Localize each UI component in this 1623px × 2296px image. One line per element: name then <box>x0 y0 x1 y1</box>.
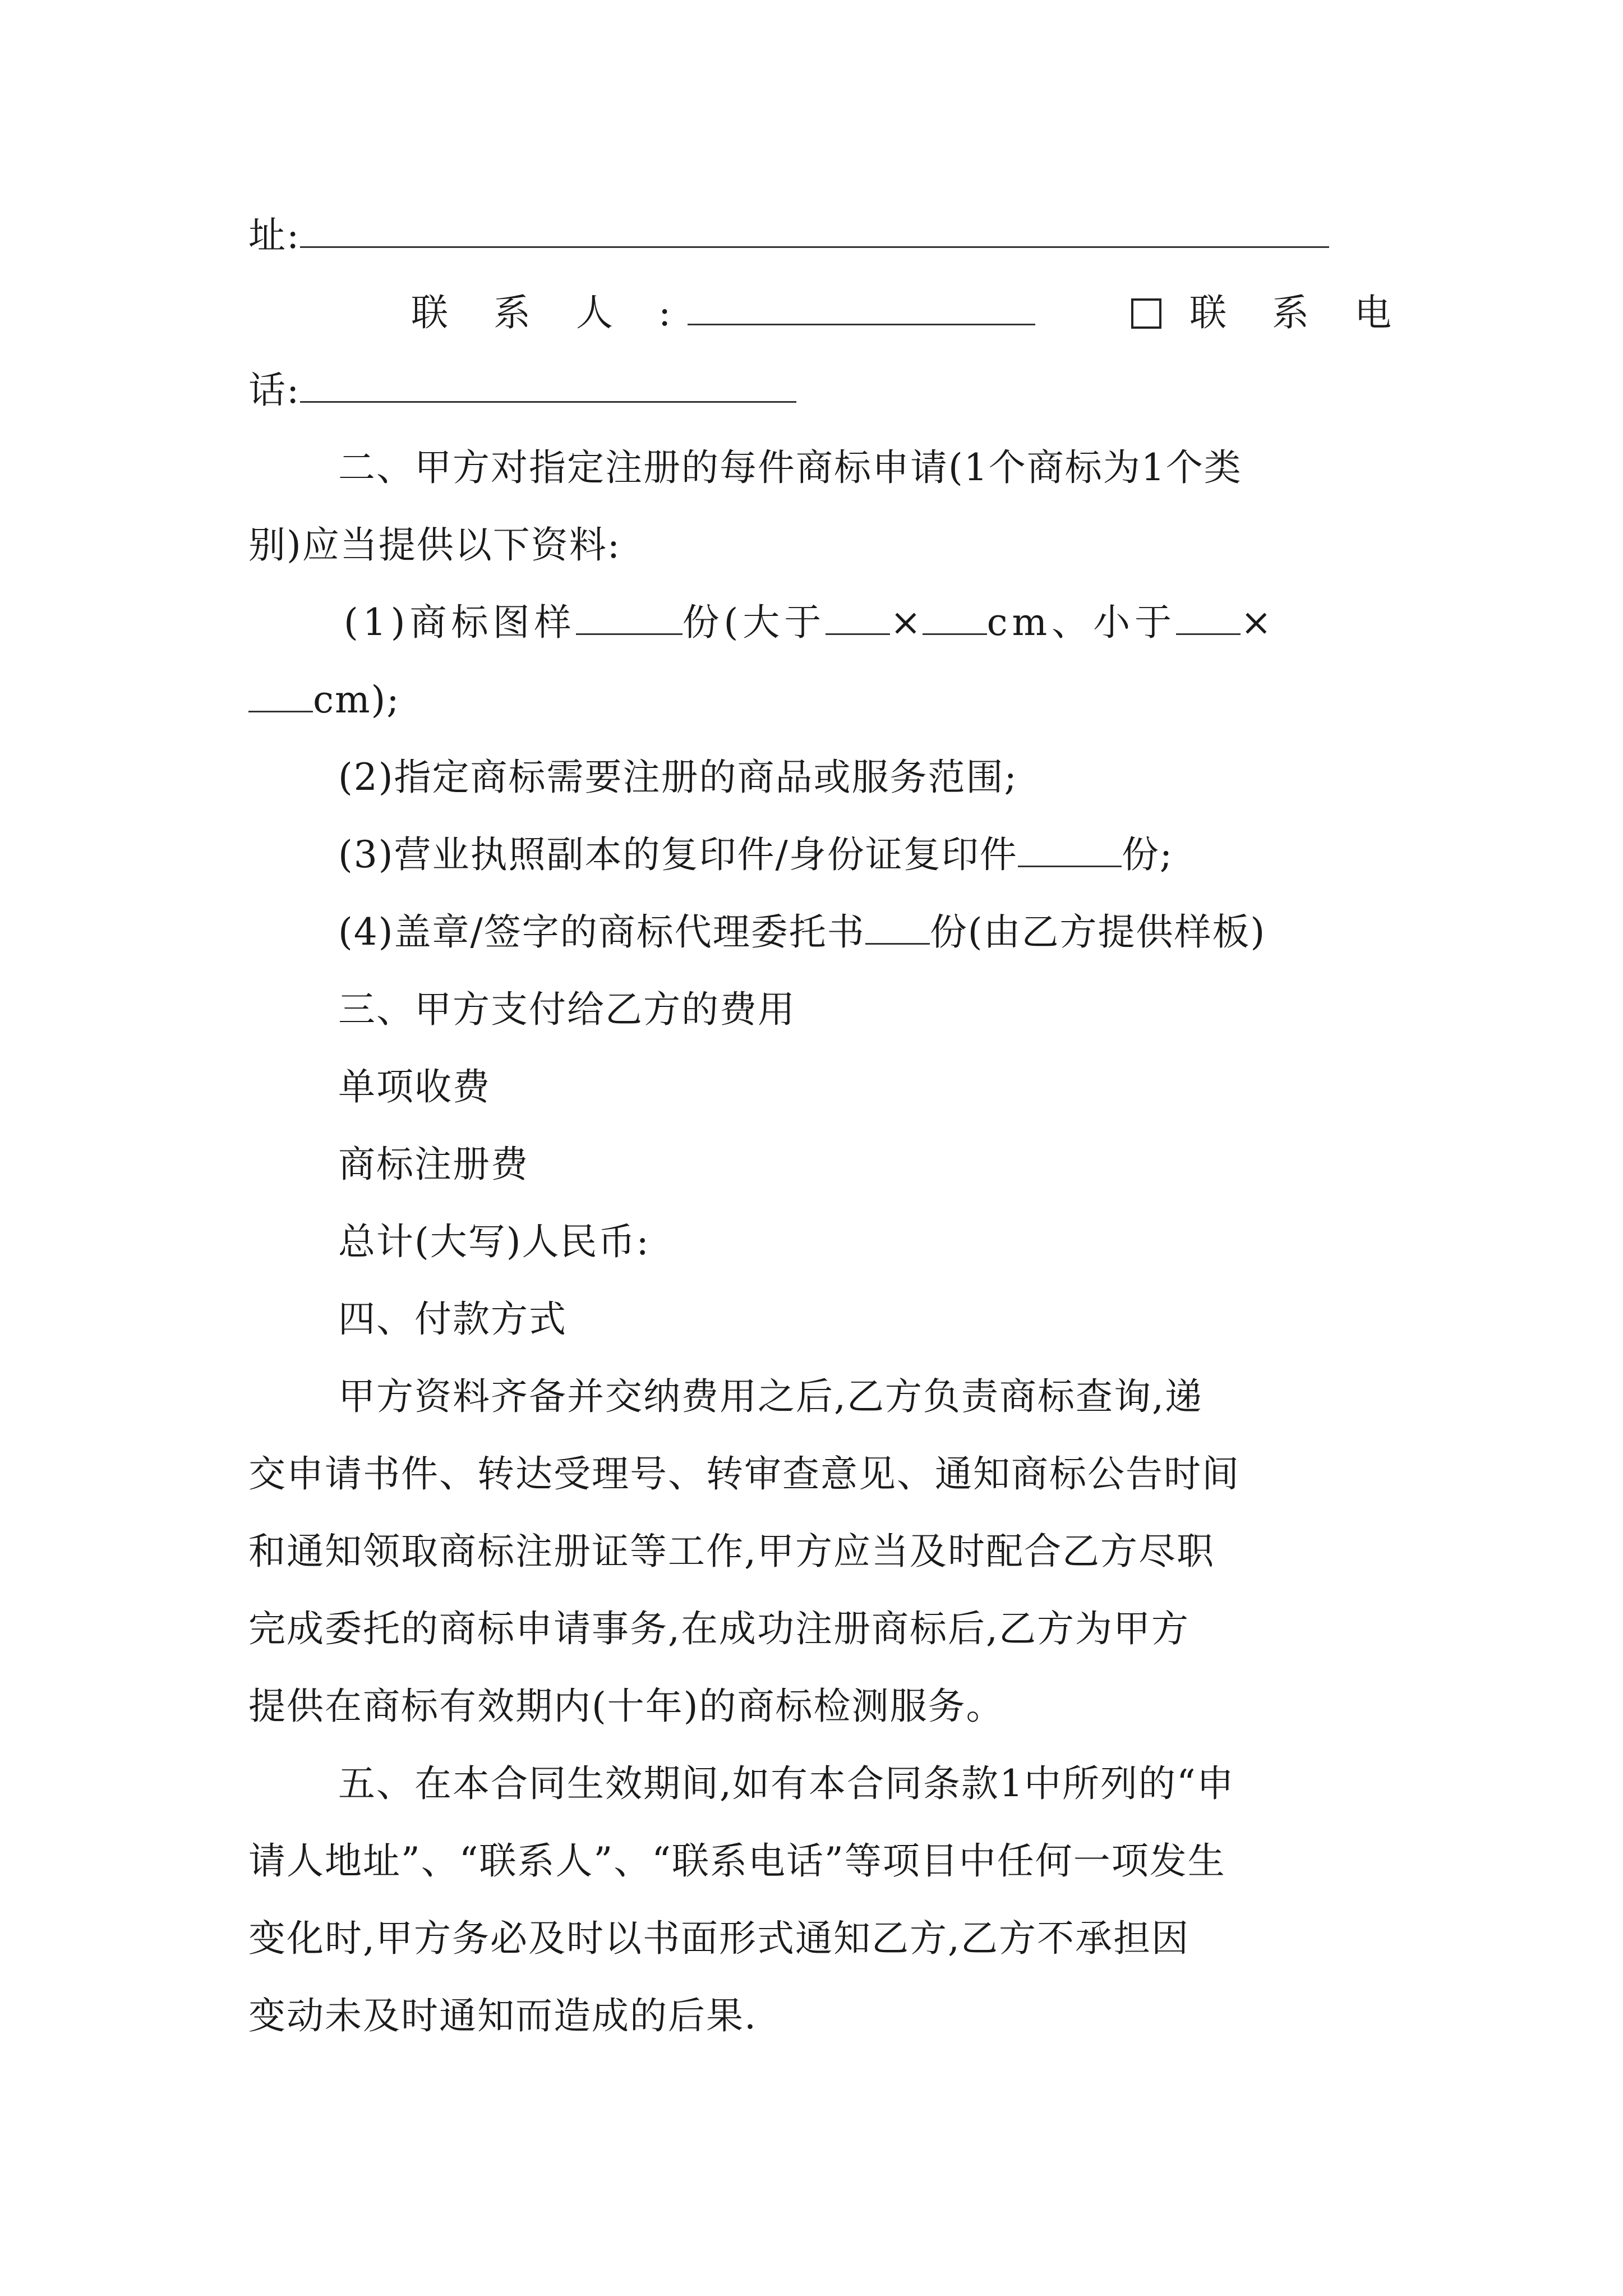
section5-para-line: 变化时,甲方务必及时以书面形式通知乙方,乙方不承担因 <box>248 1917 1189 1960</box>
section2-heading-line1: 二、甲方对指定注册的每件商标申请(1个商标为1个类 <box>338 446 1242 489</box>
section5-para-line: 五、在本合同生效期间,如有本合同条款1中所列的“申 <box>338 1762 1235 1805</box>
item3-unit: 份; <box>1121 833 1173 876</box>
license-copy-blank[interactable] <box>1018 833 1122 867</box>
address-line <box>248 213 1329 258</box>
larger-width-blank[interactable] <box>826 601 890 635</box>
phone-blank[interactable] <box>300 369 796 403</box>
contact-person-blank[interactable] <box>688 291 1035 325</box>
contact-line <box>411 291 1408 335</box>
section4-para-line: 交申请书件、转达受理号、转审查意见、通知商标公告时间 <box>248 1452 1240 1496</box>
fee-row-registration: 商标注册费 <box>338 1143 529 1186</box>
section2-item4 <box>338 910 1266 955</box>
section2-item2: (2)指定商标需要注册的商品或服务范围; <box>338 756 1018 799</box>
smaller-height-blank[interactable] <box>248 678 313 712</box>
phone-line <box>248 368 796 413</box>
section5-para-line: 请人地址”、“联系人”、“联系电话”等项目中任何一项发生 <box>248 1839 1226 1883</box>
address-blank[interactable] <box>300 214 1329 248</box>
checkbox-icon[interactable] <box>1131 298 1161 329</box>
section4-para-line: 完成委托的商标申请事务,在成功注册商标后,乙方为甲方 <box>248 1607 1189 1650</box>
section5-para-line: 变动未及时通知而造成的后果. <box>248 1994 757 2037</box>
item1-unit-end: cm); <box>313 678 400 721</box>
item1-label: (1)商标图样 <box>344 601 576 644</box>
item3-label: (3)营业执照副本的复印件/身份证复印件 <box>338 833 1018 876</box>
section2-item3 <box>338 832 1173 877</box>
power-of-attorney-blank[interactable] <box>865 910 930 945</box>
times-sign-2: × <box>1241 601 1273 644</box>
contact-person-label: 联 系 人 : <box>411 291 688 334</box>
section4-para-line: 提供在商标有效期内(十年)的商标检测服务。 <box>248 1685 1004 1728</box>
section4-title: 四、付款方式 <box>338 1297 567 1341</box>
larger-height-blank[interactable] <box>923 601 987 635</box>
section4-para-line: 甲方资料齐备并交纳费用之后,乙方负责商标查询,递 <box>338 1375 1203 1418</box>
item4-label: (4)盖章/签字的商标代理委托书 <box>338 910 865 954</box>
item4-unit: 份(由乙方提供样板) <box>929 910 1266 954</box>
item1-smaller-than: cm、小于 <box>986 601 1177 644</box>
section3-title: 三、甲方支付给乙方的费用 <box>338 988 796 1031</box>
section4-para-line: 和通知领取商标注册证等工作,甲方应当及时配合乙方尽职 <box>248 1530 1215 1573</box>
section2-item1-cont <box>248 678 400 723</box>
section2-item1 <box>344 600 1272 645</box>
contact-phone-label: 联 系 电 <box>1189 291 1409 334</box>
phone-label: 话: <box>248 369 301 412</box>
smaller-width-blank[interactable] <box>1176 601 1241 635</box>
times-sign: × <box>890 601 923 644</box>
fee-row-total: 总计(大写)人民币: <box>338 1220 650 1263</box>
section2-heading-line2: 别)应当提供以下资料: <box>248 523 621 567</box>
fee-row-single: 单项收费 <box>338 1065 491 1108</box>
address-label: 址: <box>248 214 301 257</box>
sample-count-blank[interactable] <box>576 601 683 635</box>
item1-larger-than: 份(大于 <box>682 601 826 644</box>
